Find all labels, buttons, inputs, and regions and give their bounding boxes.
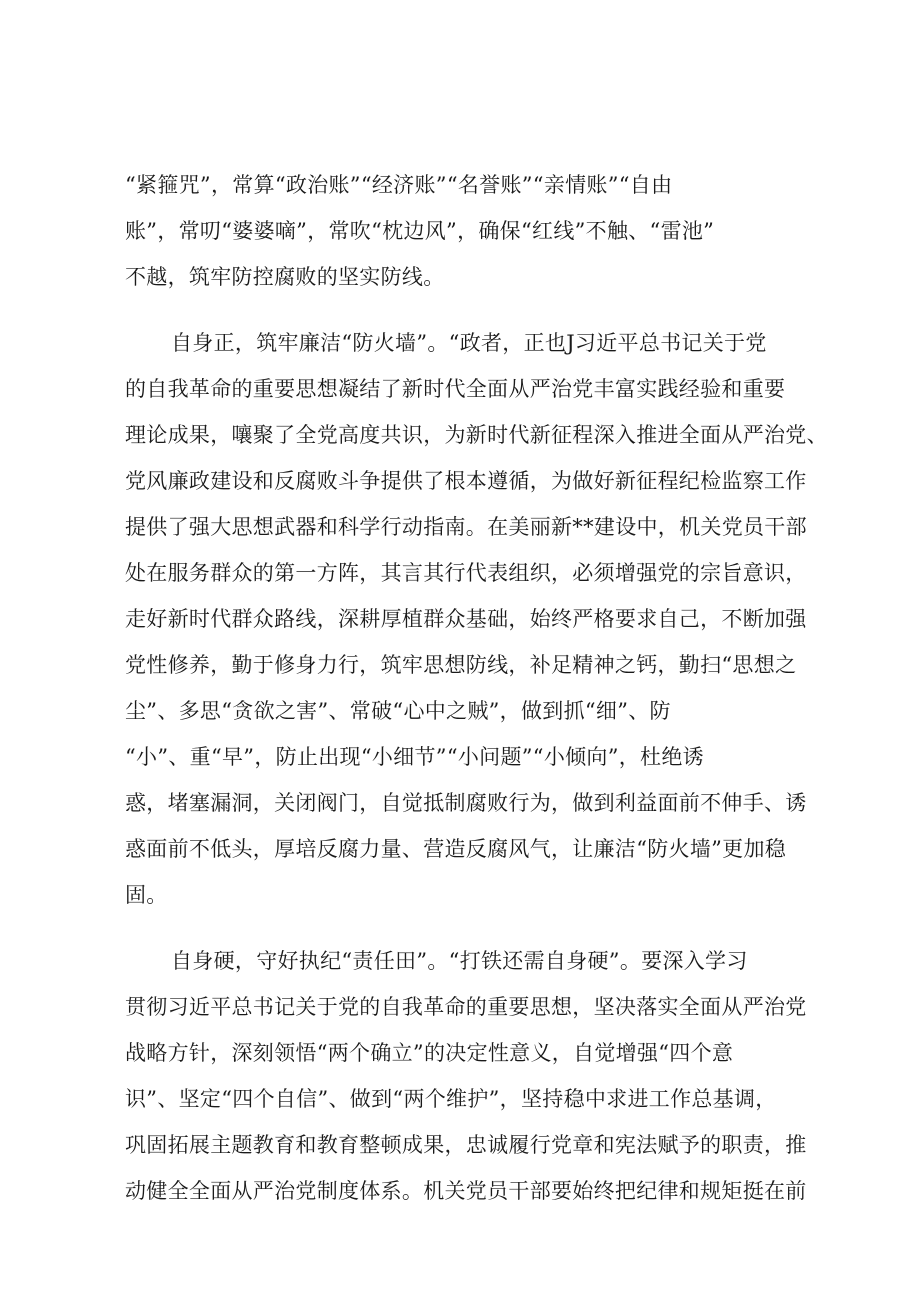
text-line: 尘”、多思“贪欲之害”、常破“心中之贼”，做到抓“细”、防 [125, 699, 671, 723]
text-line: 自身正，筑牢廉洁“防火墙”。“政者，正也J习近平总书记关于党 [171, 331, 767, 355]
text-line: 提供了强大思想武器和科学行动指南。在美丽新**建设中，机关党员干部 [125, 515, 807, 539]
text-line: 党性修养，勤于修身力行，筑牢思想防线，补足精神之钙，勤扫“思想之 [125, 653, 797, 677]
text-line: 贯彻习近平总书记关于党的自我革命的重要思想，坚决落实全面从严治党 [125, 995, 807, 1019]
text-line: 惑面前不低头，厚培反腐力量、营造反腐风气，让廉洁“防火墙”更加稳 [125, 837, 787, 861]
text-line: 固。 [125, 883, 168, 907]
text-line: 处在服务群众的第一方阵，其言其行代表组织，必须增强党的宗旨意识， [125, 561, 807, 585]
text-line: 惑，堵塞漏洞，关闭阀门，自觉抵制腐败行为，做到利益面前不伸手、诱 [125, 791, 807, 815]
text-line: 走好新时代群众路线，深耕厚植群众基础，始终严格要求自己，不断加强 [125, 607, 807, 631]
text-line: 巩固拓展主题教育和教育整顿成果，忠诚履行党章和宪法赋予的职责，推 [125, 1133, 807, 1157]
text-line: 的自我革命的重要思想凝结了新时代全面从严治党丰富实践经验和重要 [125, 377, 786, 401]
text-line: 理论成果，嚷聚了全党高度共识，为新时代新征程深入推进全面从严治党、 [125, 423, 828, 447]
text-line: 账”，常叨“婆婆嘀”，常吹“枕边风”，确保“红线”不触、“雷池” [125, 219, 715, 243]
text-line: “小”、重“早”，防止出现“小细节”“小问题”“小倾向”，杜绝诱 [125, 745, 704, 769]
text-line: 党风廉政建设和反腐败斗争提供了根本遵循，为做好新征程纪检监察工作 [125, 469, 807, 493]
text-line: “紧箍咒”，常算“政治账”“经济账”“名誉账”“亲情账”“自由 [125, 173, 673, 197]
text-line: 识”、坚定“四个自信”、做到“两个维护”，坚持稳中求进工作总基调， [125, 1087, 777, 1111]
text-line: 不越，筑牢防控腐败的坚实防线。 [125, 265, 445, 289]
text-line: 战略方针，深刻领悟“两个确立”的决定性意义，自觉增强“四个意 [125, 1041, 734, 1065]
text-line: 自身硬，守好执纪“责任田”。“打铁还需自身硬”。要深入学习 [171, 949, 748, 973]
text-line: 动健全全面从严治党制度体系。机关党员干部要始终把纪律和规矩挺在前 [125, 1179, 807, 1203]
